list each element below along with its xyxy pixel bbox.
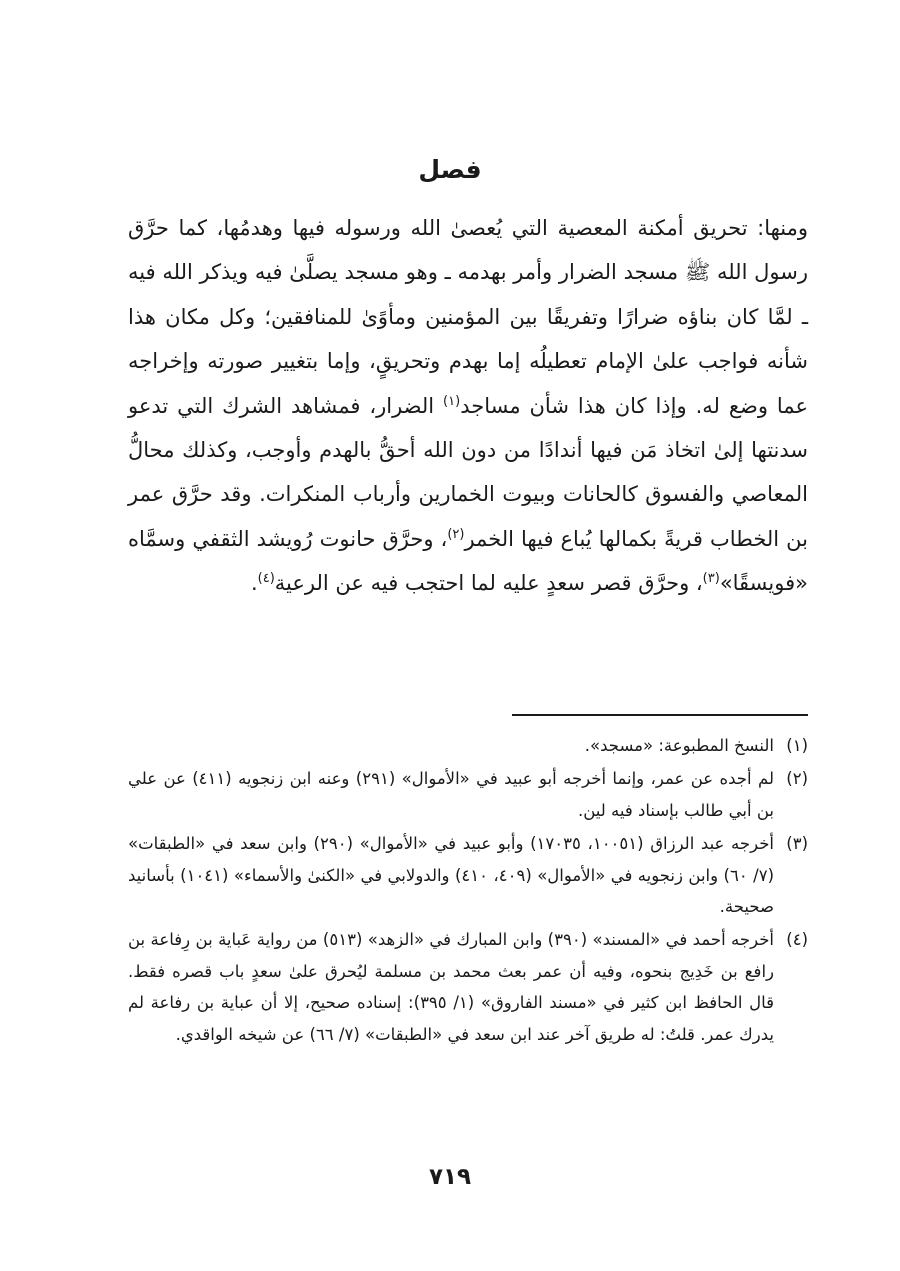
section-heading: فصل [418,155,482,184]
footnote-item [128,763,808,826]
footnote-number: (٤) [786,930,808,950]
page-number: ٧١٩ [428,1164,472,1190]
text-segment-5: . [250,571,258,596]
text-segment-1: ومنها: تحريق أمكنة المعصية التي يُعصىٰ الله ورسوله فيها وهدمُها، كما حرَّق رسول الله ﷺ مسجد الضرار وأمر بهدمه ـ وهو مسجد يصلَّىٰ فيه ويذكر الله فيه ـ لمَّا كان بناؤه ضرارًا وتفريقًا بين المؤمنين ومأوًىٰ للمنافقين؛ وكل مكان هذا شأنه فواجب علىٰ الإمام تعطيلُه إما بهدم وتحريقٍ، وإما بتغيير صورته وإخراجه عما وضع له. وإذا كان هذا شأن مساجد [128,216,808,418]
footnote-item [128,924,808,1050]
footnote-divider [512,714,808,716]
footnote-ref-3[interactable]: (٣) [702,571,720,587]
footnote-text: أخرجه أحمد في «المسند» (٣٩٠) وابن المبارك في «الزهد» (٥١٣) من رواية عَباية بن رِفاعة بن رافع بن خَدِيج بنحوه، وفيه أن عمر بعث محمد بن مسلمة ليُحرق علىٰ سعدٍ باب قصره فقط. قال الحافظ ابن كثير في «مسند الفاروق» (١/ ٣٩٥): إسناده صحيح، إلا أن عباية بن رفاعة لم يدرك عمر. قلتُ: له طريق آخر عند ابن سعد في «الطبقات» (٧/ ٦٦) عن شيخه الواقدي. [128,930,774,1044]
text-segment-4: ، وحرَّق قصر سعدٍ عليه لما احتجب فيه عن الرعية [274,571,703,596]
main-paragraph [128,206,808,606]
footnote-number: (١) [786,736,808,755]
paragraph [128,206,808,606]
text-segment-3: ، وحرَّق حانوت رُويشد الثقفي وسمَّاه «فويسقًا» [128,526,808,596]
footnote-item [128,828,808,922]
footnote-item [128,730,808,761]
footnote-ref-2[interactable]: (٢) [447,526,465,542]
footnote-number: (٢) [786,769,808,789]
footnote-text: النسخ المطبوعة: «مسجد». [584,736,774,755]
footnote-text: لم أجده عن عمر، وإنما أخرجه أبو عبيد في «الأموال» (٢٩١) وعنه ابن زنجويه (٤١١) عن علي بن أبي طالب بإسناد فيه لين. [128,769,774,820]
text-segment-2: الضرار، فمشاهد الشرك التي تدعو سدنتها إلىٰ اتخاذ مَن فيها أندادًا من دون الله أحقُّ بالهدم وأوجب، وكذلك محالُّ المعاصي والفسوق كالحانات وبيوت الخمارين وأرباب المنكرات. وقد حرَّق عمر بن الخطاب قريةً بكمالها يُباع فيها الخمر [128,393,808,551]
footnote-ref-1[interactable]: (١) [443,393,461,409]
footnotes-section [128,730,808,1052]
footnote-ref-4[interactable]: (٤) [257,571,275,587]
footnote-number: (٣) [786,834,808,854]
footnote-text: أخرجه عبد الرزاق (١٠٠٥١، ١٧٠٣٥) وأبو عبيد في «الأموال» (٢٩٠) وابن سعد في «الطبقات» (٧/ ٦٠) وابن زنجويه في «الأموال» (٤٠٩، ٤١٠) والدولابي في «الكنىٰ والأسماء» (١٠٤١) بأسانيد صحيحة. [128,834,774,917]
